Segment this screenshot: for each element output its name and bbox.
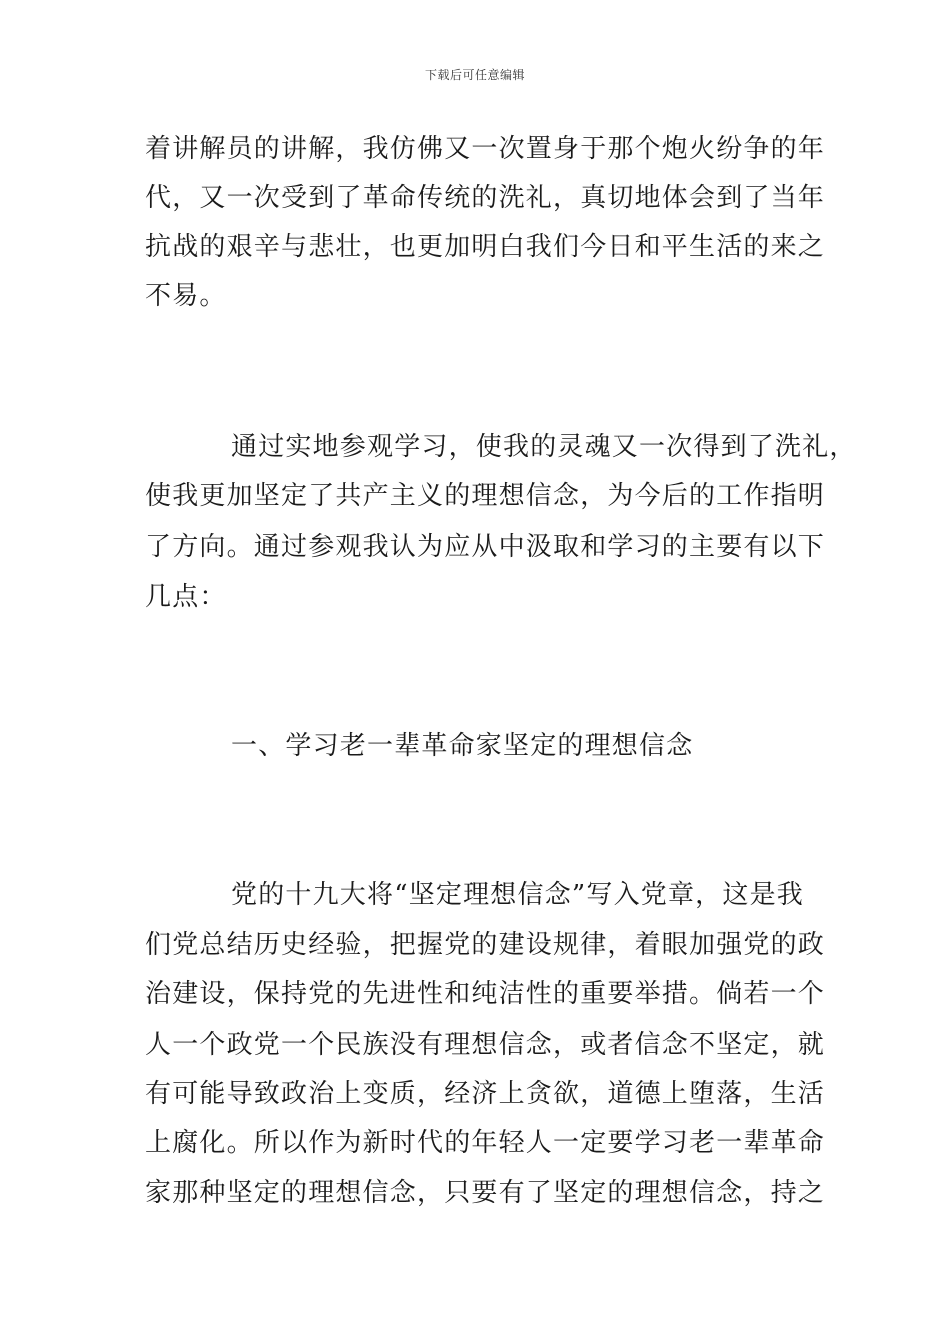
paragraph-2-line: 使我更加坚定了共产主义的理想信念，为今后的工作指明 bbox=[145, 481, 826, 511]
paragraph-3-line: 有可能导致政治上变质，经济上贪欲，道德上堕落，生活 bbox=[145, 1079, 826, 1109]
page-header: 下载后可任意编辑 bbox=[424, 68, 525, 82]
paragraph-3-line: 党的十九大将“坚定理想信念”写入党章，这是我 bbox=[231, 880, 804, 910]
paragraph-3-line: 治建设，保持党的先进性和纯洁性的重要举措。倘若一个 bbox=[145, 979, 826, 1009]
paragraph-3-line: 家那种坚定的理想信念，只要有了坚定的理想信念，持之 bbox=[145, 1178, 826, 1208]
paragraph-3-line: 们党总结历史经验，把握党的建设规律，着眼加强党的政 bbox=[145, 930, 826, 960]
paragraph-1-line: 不易。 bbox=[145, 281, 227, 311]
paragraph-1-line: 着讲解员的讲解，我仿佛又一次置身于那个炮火纷争的年 bbox=[145, 134, 826, 164]
paragraph-3-line: 人一个政党一个民族没有理想信念，或者信念不坚定，就 bbox=[145, 1030, 826, 1060]
paragraph-1-line: 代，又一次受到了革命传统的洗礼，真切地体会到了当年 bbox=[145, 183, 826, 213]
paragraph-2-line: 了方向。通过参观我认为应从中汲取和学习的主要有以下 bbox=[145, 532, 826, 562]
paragraph-2-line: 几点： bbox=[145, 582, 227, 612]
paragraph-1-line: 抗战的艰辛与悲壮，也更加明白我们今日和平生活的来之 bbox=[145, 232, 826, 262]
section-heading: 一、学习老一辈革命家坚定的理想信念 bbox=[231, 731, 694, 761]
paragraph-3-line: 上腐化。所以作为新时代的年轻人一定要学习老一辈革命 bbox=[145, 1128, 826, 1158]
paragraph-2-line: 通过实地参观学习，使我的灵魂又一次得到了洗礼， bbox=[231, 432, 857, 462]
